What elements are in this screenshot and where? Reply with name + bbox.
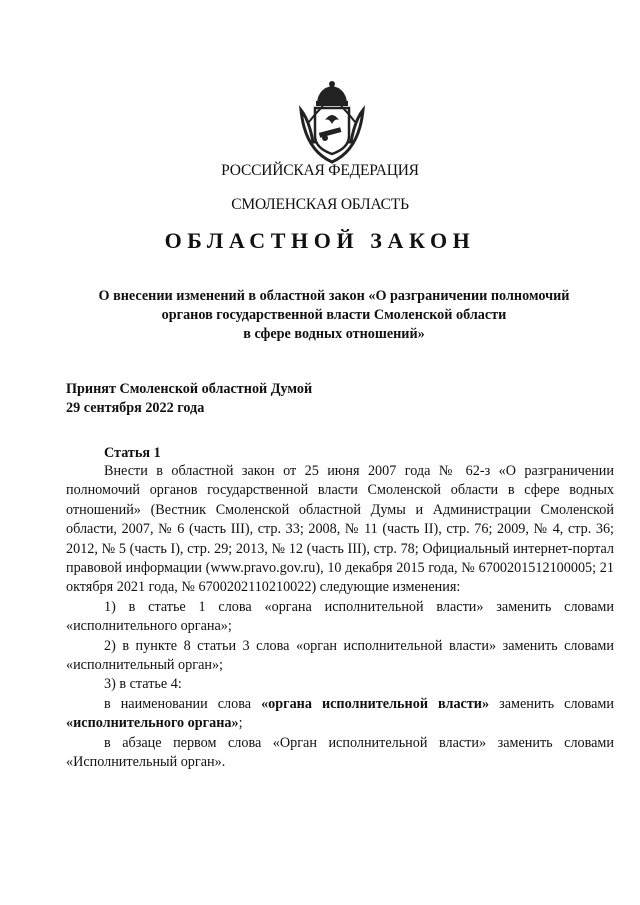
country-heading: РОССИЙСКАЯ ФЕДЕРАЦИЯ bbox=[221, 162, 419, 179]
item-3a-new-term: «исполнительного органа» bbox=[66, 715, 239, 732]
item-3a-text: ; bbox=[238, 715, 243, 732]
item-3a-text: в наименовании слова bbox=[104, 695, 262, 712]
adopted-date: 29 сентября 2022 года bbox=[66, 400, 205, 416]
article-title: Статья 1 bbox=[104, 445, 161, 461]
article-item-3: 3) в статье 4: bbox=[104, 676, 182, 693]
article-intro: Внести в областной закон от 25 июня 2007 года № 62-з «О разграничении полномочий органов государственной власти Смоленской области в сфере водных отношений» (Вестник Смоленской областной Думы и Администрации Смоленской области, 2007, № 6 (часть III), стр. 33; 2008, № 11 (часть II), стр. 76; 2009, № 4, стр. 36; 2012, № 5 (часть I), стр. 29; 2013, № 12 (часть III), стр. 78; Официальный интернет-портал правовой информации (www.pravo.gov.ru), 10 декабря 2015 года, № 6700201512100005; 21 октября 2021 года, № 6700202110210022) следующие изменения: bbox=[66, 463, 614, 596]
article-item-1: 1) в статье 1 слова «органа исполнительной власти» заменить словами «исполнительного органа»; bbox=[66, 598, 614, 635]
article-item-3a bbox=[66, 695, 614, 734]
law-subject bbox=[70, 287, 598, 344]
smolensk-coat-of-arms bbox=[295, 80, 369, 164]
item-3a-old-term: «органа исполнительной власти» bbox=[261, 695, 490, 712]
item-3a-text: заменить словами bbox=[489, 695, 614, 712]
region-heading: СМОЛЕНСКАЯ ОБЛАСТЬ bbox=[231, 196, 409, 213]
adopted-by: Принят Смоленской областной Думой bbox=[66, 381, 313, 397]
subject-line: органов государственной власти Смоленской области bbox=[161, 307, 507, 323]
subject-line: О внесении изменений в областной закон «О разграничении полномочий bbox=[98, 288, 570, 304]
law-type-title: ОБЛАСТНОЙ ЗАКОН bbox=[164, 228, 476, 253]
article-item-2: 2) в пункте 8 статьи 3 слова «орган исполнительной власти» заменить словами «исполнительный орган»; bbox=[66, 637, 614, 674]
article-item-3b: в абзаце первом слова «Орган исполнительной власти» заменить словами «Исполнительный орган». bbox=[66, 734, 614, 771]
subject-line: в сфере водных отношений» bbox=[243, 326, 425, 342]
adoption-info bbox=[66, 380, 312, 418]
article-body bbox=[66, 462, 614, 773]
